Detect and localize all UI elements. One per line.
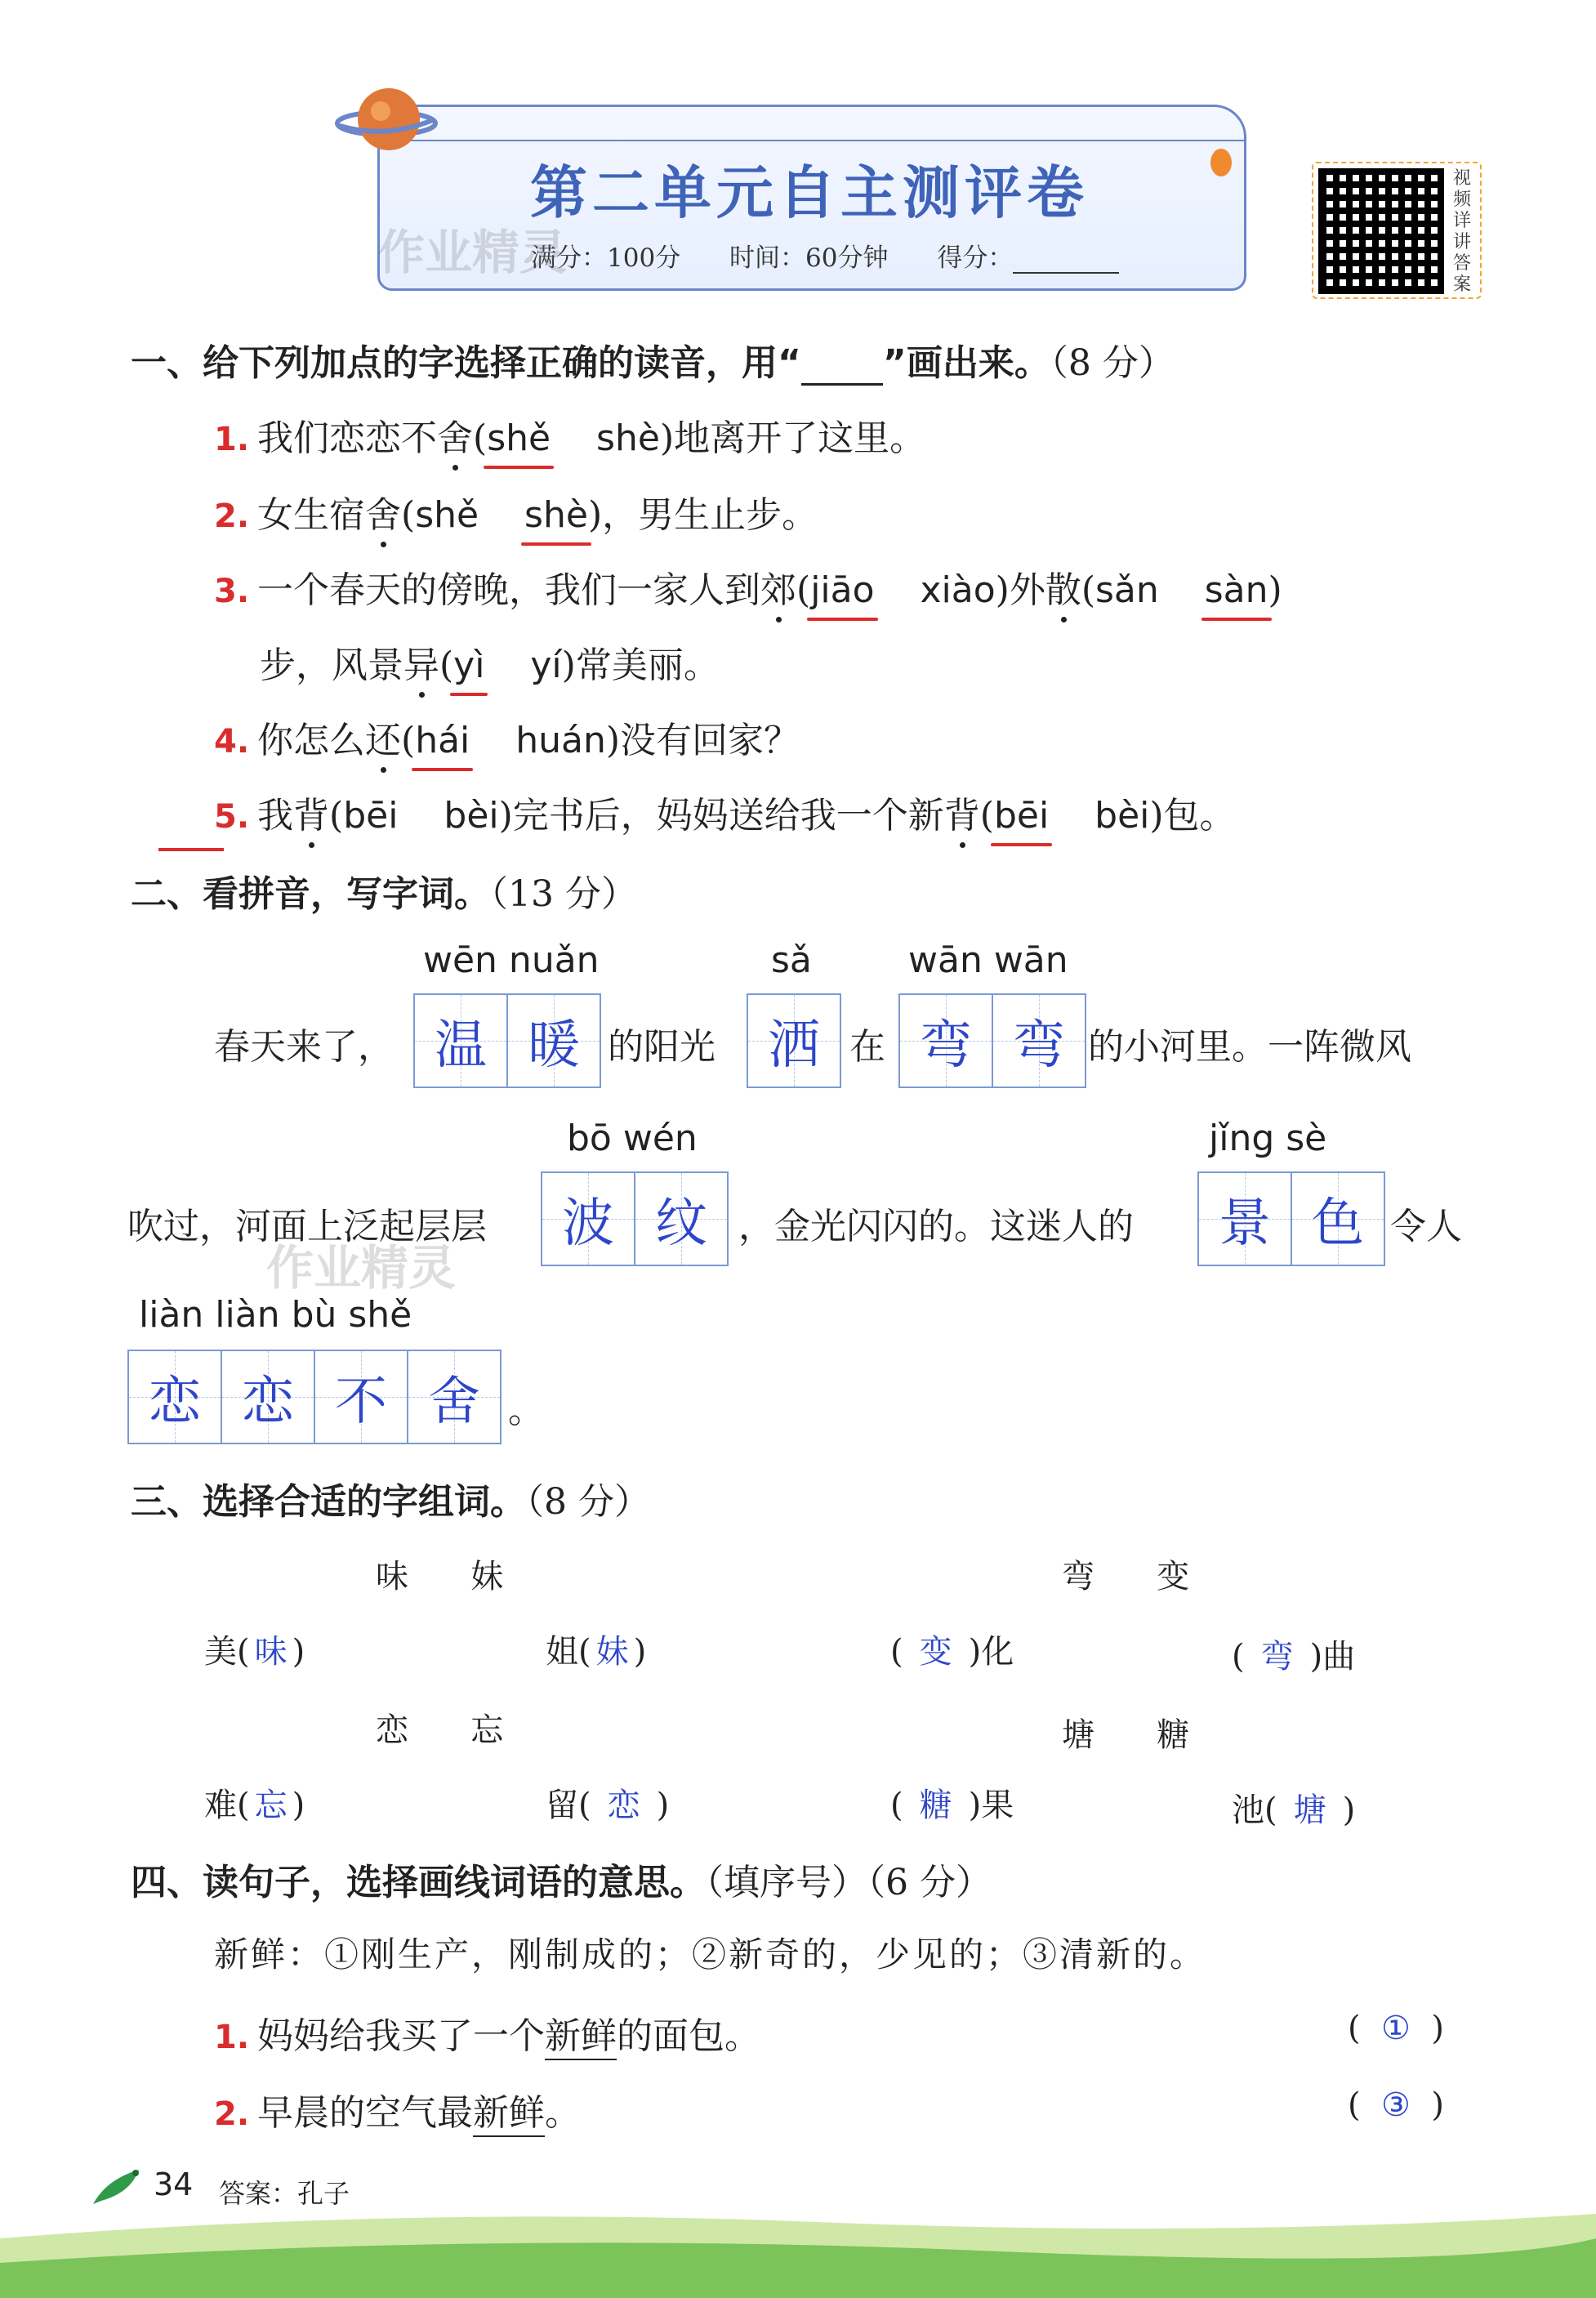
s2-text-3: 在 bbox=[849, 1026, 885, 1068]
s3-item-qu: ( 弯 )曲 bbox=[1232, 1638, 1356, 1676]
s2-text-5: 吹过，河面上泛起层层 bbox=[127, 1206, 487, 1247]
pinyin-wanwan: wān wān bbox=[908, 939, 1068, 981]
answer-cell: 恋 bbox=[129, 1351, 222, 1443]
s3-item-jie: 姐( 妹 ) bbox=[546, 1633, 647, 1671]
answer-box-lianlianbushe bbox=[127, 1350, 502, 1444]
s1-item-3-cont: 步，风景异(yì yí)常美丽。 bbox=[260, 645, 720, 686]
s3-item-nan: 难( 忘 ) bbox=[204, 1787, 305, 1824]
qr-label: 视频详讲答案 bbox=[1452, 168, 1471, 295]
answer-cell: 色 bbox=[1292, 1173, 1384, 1265]
answer-cell: 波 bbox=[542, 1173, 635, 1265]
section2-heading: 二、看拼音，写字词。（13 分） bbox=[131, 873, 637, 915]
s4-definition: 新鲜：①刚生产，刚制成的；②新奇的，少见的；③清新的。 bbox=[214, 1934, 1207, 1974]
leaf-mascot-icon bbox=[90, 2163, 150, 2209]
s2-text-8: 。 bbox=[508, 1390, 544, 1431]
answer-cell: 纹 bbox=[635, 1173, 727, 1265]
answer-box-sa bbox=[747, 993, 841, 1088]
section3-heading: 三、选择合适的字组词。（8 分） bbox=[131, 1481, 650, 1523]
s1-item-4: 4. 你怎么还(hái huán)没有回家？ bbox=[214, 720, 800, 761]
s1-item-3: 3. 一个春天的傍晚，我们一家人到郊(jiāo xiào)外散(sǎn sàn) bbox=[214, 569, 1282, 611]
s4-item-2: 2. 早晨的空气最新鲜。 bbox=[214, 2083, 581, 2135]
answer-cell: 温 bbox=[415, 995, 508, 1087]
s2-text-2: 的阳光 bbox=[608, 1026, 716, 1068]
answer-box-wanwan bbox=[898, 993, 1086, 1088]
score-label: 得分： bbox=[937, 243, 1160, 273]
exam-meta bbox=[531, 237, 1201, 274]
footer-grass-band bbox=[0, 2206, 1596, 2298]
qr-code-icon[interactable] bbox=[1318, 168, 1444, 294]
pinyin-sa: sǎ bbox=[771, 939, 812, 981]
time-limit: 时间：60分钟 bbox=[729, 243, 889, 273]
s4-answer-2: ( ③ ) bbox=[1348, 2086, 1444, 2124]
answer-cell: 舍 bbox=[408, 1351, 500, 1443]
s1-item-2: 2. 女生宿舍(shě shè)，男生止步。 bbox=[214, 494, 818, 536]
s4-answer-1: ( ① ) bbox=[1348, 2010, 1444, 2047]
page-number: 34 bbox=[154, 2166, 194, 2202]
answer-footnote: 答案：孔子 bbox=[219, 2178, 350, 2209]
answer-cell: 暖 bbox=[508, 995, 600, 1087]
section1-heading: 一、给下列加点的字选择正确的读音，用“ ”画出来。（8 分） bbox=[131, 342, 1175, 384]
s2-text-4: 的小河里。一阵微风 bbox=[1088, 1026, 1411, 1068]
s2-text-7: 令人 bbox=[1390, 1206, 1462, 1247]
answer-cell: 景 bbox=[1199, 1173, 1292, 1265]
s3-item-mei: 美( 味 ) bbox=[204, 1633, 305, 1671]
s3-item-hua: ( 变 )化 bbox=[890, 1633, 1014, 1671]
s1-item-5: 5. 我背(bēi bèi)完书后，妈妈送给我一个新背(bēi bèi)包。 bbox=[214, 795, 1236, 837]
s3-options-4: 塘 糖 bbox=[1062, 1716, 1190, 1754]
answer-cell: 恋 bbox=[222, 1351, 315, 1443]
red-underline-mark bbox=[158, 848, 224, 851]
section4-heading: 四、读句子，选择画线词语的意思。（填序号）（6 分） bbox=[131, 1862, 992, 1903]
answer-box-jingse bbox=[1197, 1171, 1385, 1266]
full-score: 满分：100分 bbox=[531, 243, 681, 273]
s3-item-guo: ( 糖 )果 bbox=[890, 1787, 1014, 1824]
answer-box-bowen bbox=[541, 1171, 729, 1266]
s2-text-1: 春天来了， bbox=[214, 1026, 394, 1068]
s4-item-1: 1. 妈妈给我买了一个新鲜的面包。 bbox=[214, 2006, 760, 2059]
underline-sample bbox=[801, 352, 883, 386]
pinyin-lianlianbushe: liàn liàn bù shě bbox=[139, 1294, 412, 1336]
s1-item-1: 1. 我们恋恋不舍(shě shè)地离开了这里。 bbox=[214, 417, 926, 459]
watermark: 作业精灵 bbox=[377, 225, 568, 280]
pinyin-bowen: bō wén bbox=[567, 1118, 698, 1159]
s3-options-3: 恋 忘 bbox=[376, 1711, 504, 1749]
answer-box-wennuan bbox=[413, 993, 601, 1088]
s3-options-1: 味 妹 bbox=[376, 1558, 504, 1595]
answer-cell: 洒 bbox=[748, 995, 840, 1087]
answer-cell: 弯 bbox=[993, 995, 1085, 1087]
s3-item-chi: 池( 塘 ) bbox=[1232, 1792, 1356, 1829]
s3-options-2: 弯 变 bbox=[1062, 1558, 1190, 1595]
answer-cell: 不 bbox=[315, 1351, 408, 1443]
watermark: 作业精灵 bbox=[266, 1240, 457, 1296]
page-title: 第二单元自主测评卷 bbox=[530, 159, 1089, 226]
pinyin-jingse: jǐng sè bbox=[1209, 1118, 1327, 1159]
answer-cell: 弯 bbox=[900, 995, 993, 1087]
s3-item-liu: 留( 恋 ) bbox=[546, 1787, 670, 1824]
pinyin-wennuan: wēn nuǎn bbox=[423, 939, 600, 981]
score-blank bbox=[1013, 248, 1119, 274]
s2-text-6: ，金光闪闪的。这迷人的 bbox=[738, 1206, 1134, 1247]
